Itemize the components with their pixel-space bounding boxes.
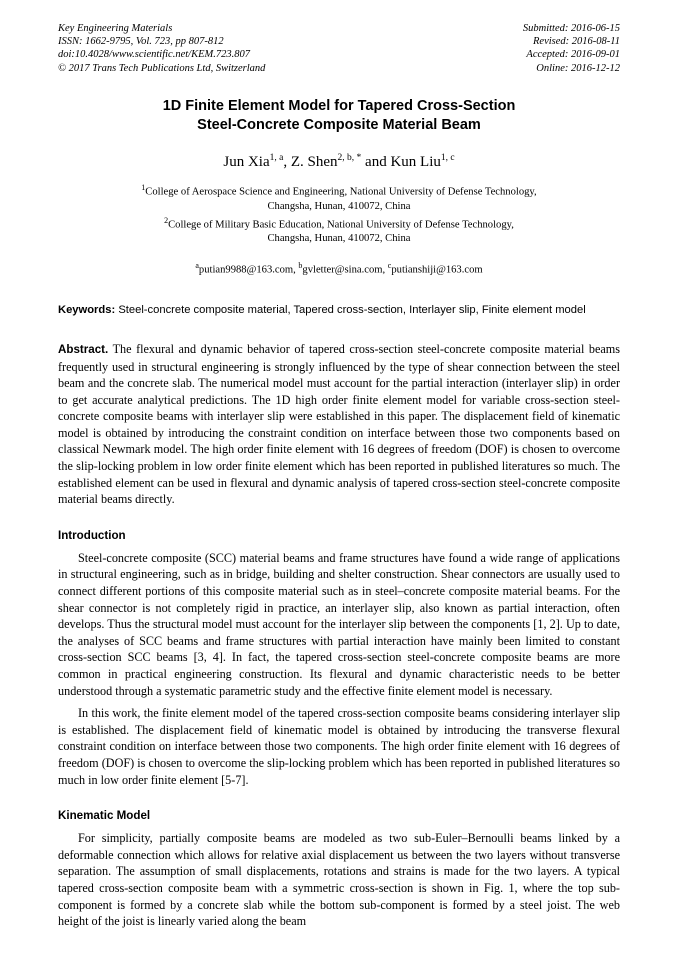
author-sup-2: 2, b, * xyxy=(337,152,362,163)
date-revised: Revised: 2016-08-11 xyxy=(533,36,620,48)
journal-info xyxy=(58,22,265,75)
keywords-text: Steel-concrete composite material, Tapered cross-section, Interlayer slip, Finite element model xyxy=(118,304,586,317)
date-accepted: Accepted: 2016-09-01 xyxy=(526,49,620,61)
email-a: putian9988@163.com, xyxy=(198,264,299,276)
affiliation-1-line-2: Changsha, Hunan, 410072, China xyxy=(267,200,411,212)
email-c: putianshiji@163.com xyxy=(391,264,483,276)
paragraph-introduction-1: Steel-concrete composite (SCC) material beams and frame structures have found a wide range of applications in structural engineering, such as in bridge, building and shelter construction. Shear connectors are usually used to connect different portions of this composite material such as in steel–concrete composite material beams. For the shear connector is not completely rigid in practice, an interlayer slip, also known as partial interaction, often develops. Thus the structural model must account for the interlayer slip between the components [1, 2]. Up to date, the analyses of SCC beams and frame structures with partial interaction have mainly been limited to constant cross-section SCC beams [3, 4]. In fact, the tapered cross-section steel-concrete composite beams are more common in practical engineering construction. Its flexural and dynamic characteristic needs to be better understood through a systematic parametric study and the effective finite element model is necessary. xyxy=(58,550,620,698)
author-list xyxy=(58,149,620,172)
journal-issn-volume: ISSN: 1662-9795, Vol. 723, pp 807-812 xyxy=(58,36,224,48)
email-sup-c: c xyxy=(387,260,392,270)
title-line-2: Steel-Concrete Composite Material Beam xyxy=(197,116,481,133)
page-header xyxy=(58,22,620,75)
date-online: Online: 2016-12-12 xyxy=(536,62,620,74)
paragraph-introduction-2: In this work, the finite element model of the tapered cross-section composite beams considering interlayer slip is established. The displacement field of kinematic model is obtained by introducing the transverse flexural constraint condition on interface between those two components. The high order finite element with 16 degrees of freedom (DOF) is chosen to overcome the slip-locking problem which has been reported in published literatures so much in low order finite element [5-7]. xyxy=(58,706,620,787)
section-heading-introduction: Introduction xyxy=(58,528,126,542)
journal-doi: doi:10.4028/www.scientific.net/KEM.723.807 xyxy=(58,49,250,61)
affiliation-2-line-2: Changsha, Hunan, 410072, China xyxy=(267,233,411,245)
keywords-label: Keywords: xyxy=(58,304,116,317)
email-b: gvletter@sina.com, xyxy=(302,264,388,276)
author-name-2: Z. Shen xyxy=(290,153,338,170)
author-emails xyxy=(58,259,620,278)
author-separator-2: and xyxy=(361,153,391,170)
affiliation-2-line-1: College of Military Basic Education, National University of Defense Technology, xyxy=(168,219,514,231)
title-line-1: 1D Finite Element Model for Tapered Cross-Section xyxy=(162,97,516,114)
affiliation-1-line-1: College of Aerospace Science and Engineering, National University of Defense Technology, xyxy=(145,186,537,198)
abstract-label: Abstract. xyxy=(58,342,109,356)
journal-copyright: © 2017 Trans Tech Publications Ltd, Switzerland xyxy=(58,62,266,74)
affiliation-list xyxy=(58,181,620,247)
abstract-text: The flexural and dynamic behavior of tapered cross-section steel-concrete composite material beams frequently used in structural engineering is strongly influenced by the type of shear connection between the steel beam and the concrete slab. The numerical model must account for the partial interaction (interlayer slip) in order to get accurate analytical predictions. The 1D high order finite element model for variable cross-section steel-concrete composite beams with interlayer slip were established in this paper. The displacement field of kinematic model is obtained by introducing the constraint condition on interface between those two components based on classical Newmark model. The high order finite element with 16 degrees of freedom (DOF) is chosen to overcome the slip-locking problem in low order finite element which has been reported in published literatures so much. The established element can be used in flexural and dynamic analysis of tapered cross-section steel-concrete composite material beams directly. xyxy=(58,341,620,507)
email-sup-b: b xyxy=(298,260,303,270)
affiliation-1 xyxy=(58,181,620,200)
page-title xyxy=(58,97,620,135)
author-name-1: Jun Xia xyxy=(223,153,270,170)
author-sup-3: 1, c xyxy=(440,152,455,163)
author-name-3: Kun Liu xyxy=(390,153,441,170)
affiliation-2 xyxy=(58,214,620,233)
email-sup-a: a xyxy=(195,260,199,270)
affiliation-sup-1: 1 xyxy=(141,182,146,192)
date-submitted: Submitted: 2016-06-15 xyxy=(522,23,620,34)
paragraph-kinematic-model-1: For simplicity, partially composite beams are modeled as two sub-Euler–Bernoulli beams linked by a deformable connection which allows for relative axial displacement us between the two layers without transverse separation. The assumption of small displacements, rotations and strains is made for the two layers. A typical tapered cross-section composite beam with a symmetric cross-section is shown in Fig. 1, where the top sub-component is formed by a concrete slab while the bottom sub-component is formed by a steel joist. The web height of the joist is linearly varied along the beam xyxy=(58,831,620,929)
author-separator-1: , xyxy=(283,153,291,170)
keywords-block xyxy=(58,303,620,319)
abstract-block xyxy=(58,341,620,508)
submission-dates xyxy=(523,22,620,75)
affiliation-sup-2: 2 xyxy=(164,215,169,225)
journal-name: Key Engineering Materials xyxy=(58,23,173,34)
section-heading-kinematic-model: Kinematic Model xyxy=(58,809,151,823)
author-sup-1: 1, a xyxy=(269,152,284,163)
